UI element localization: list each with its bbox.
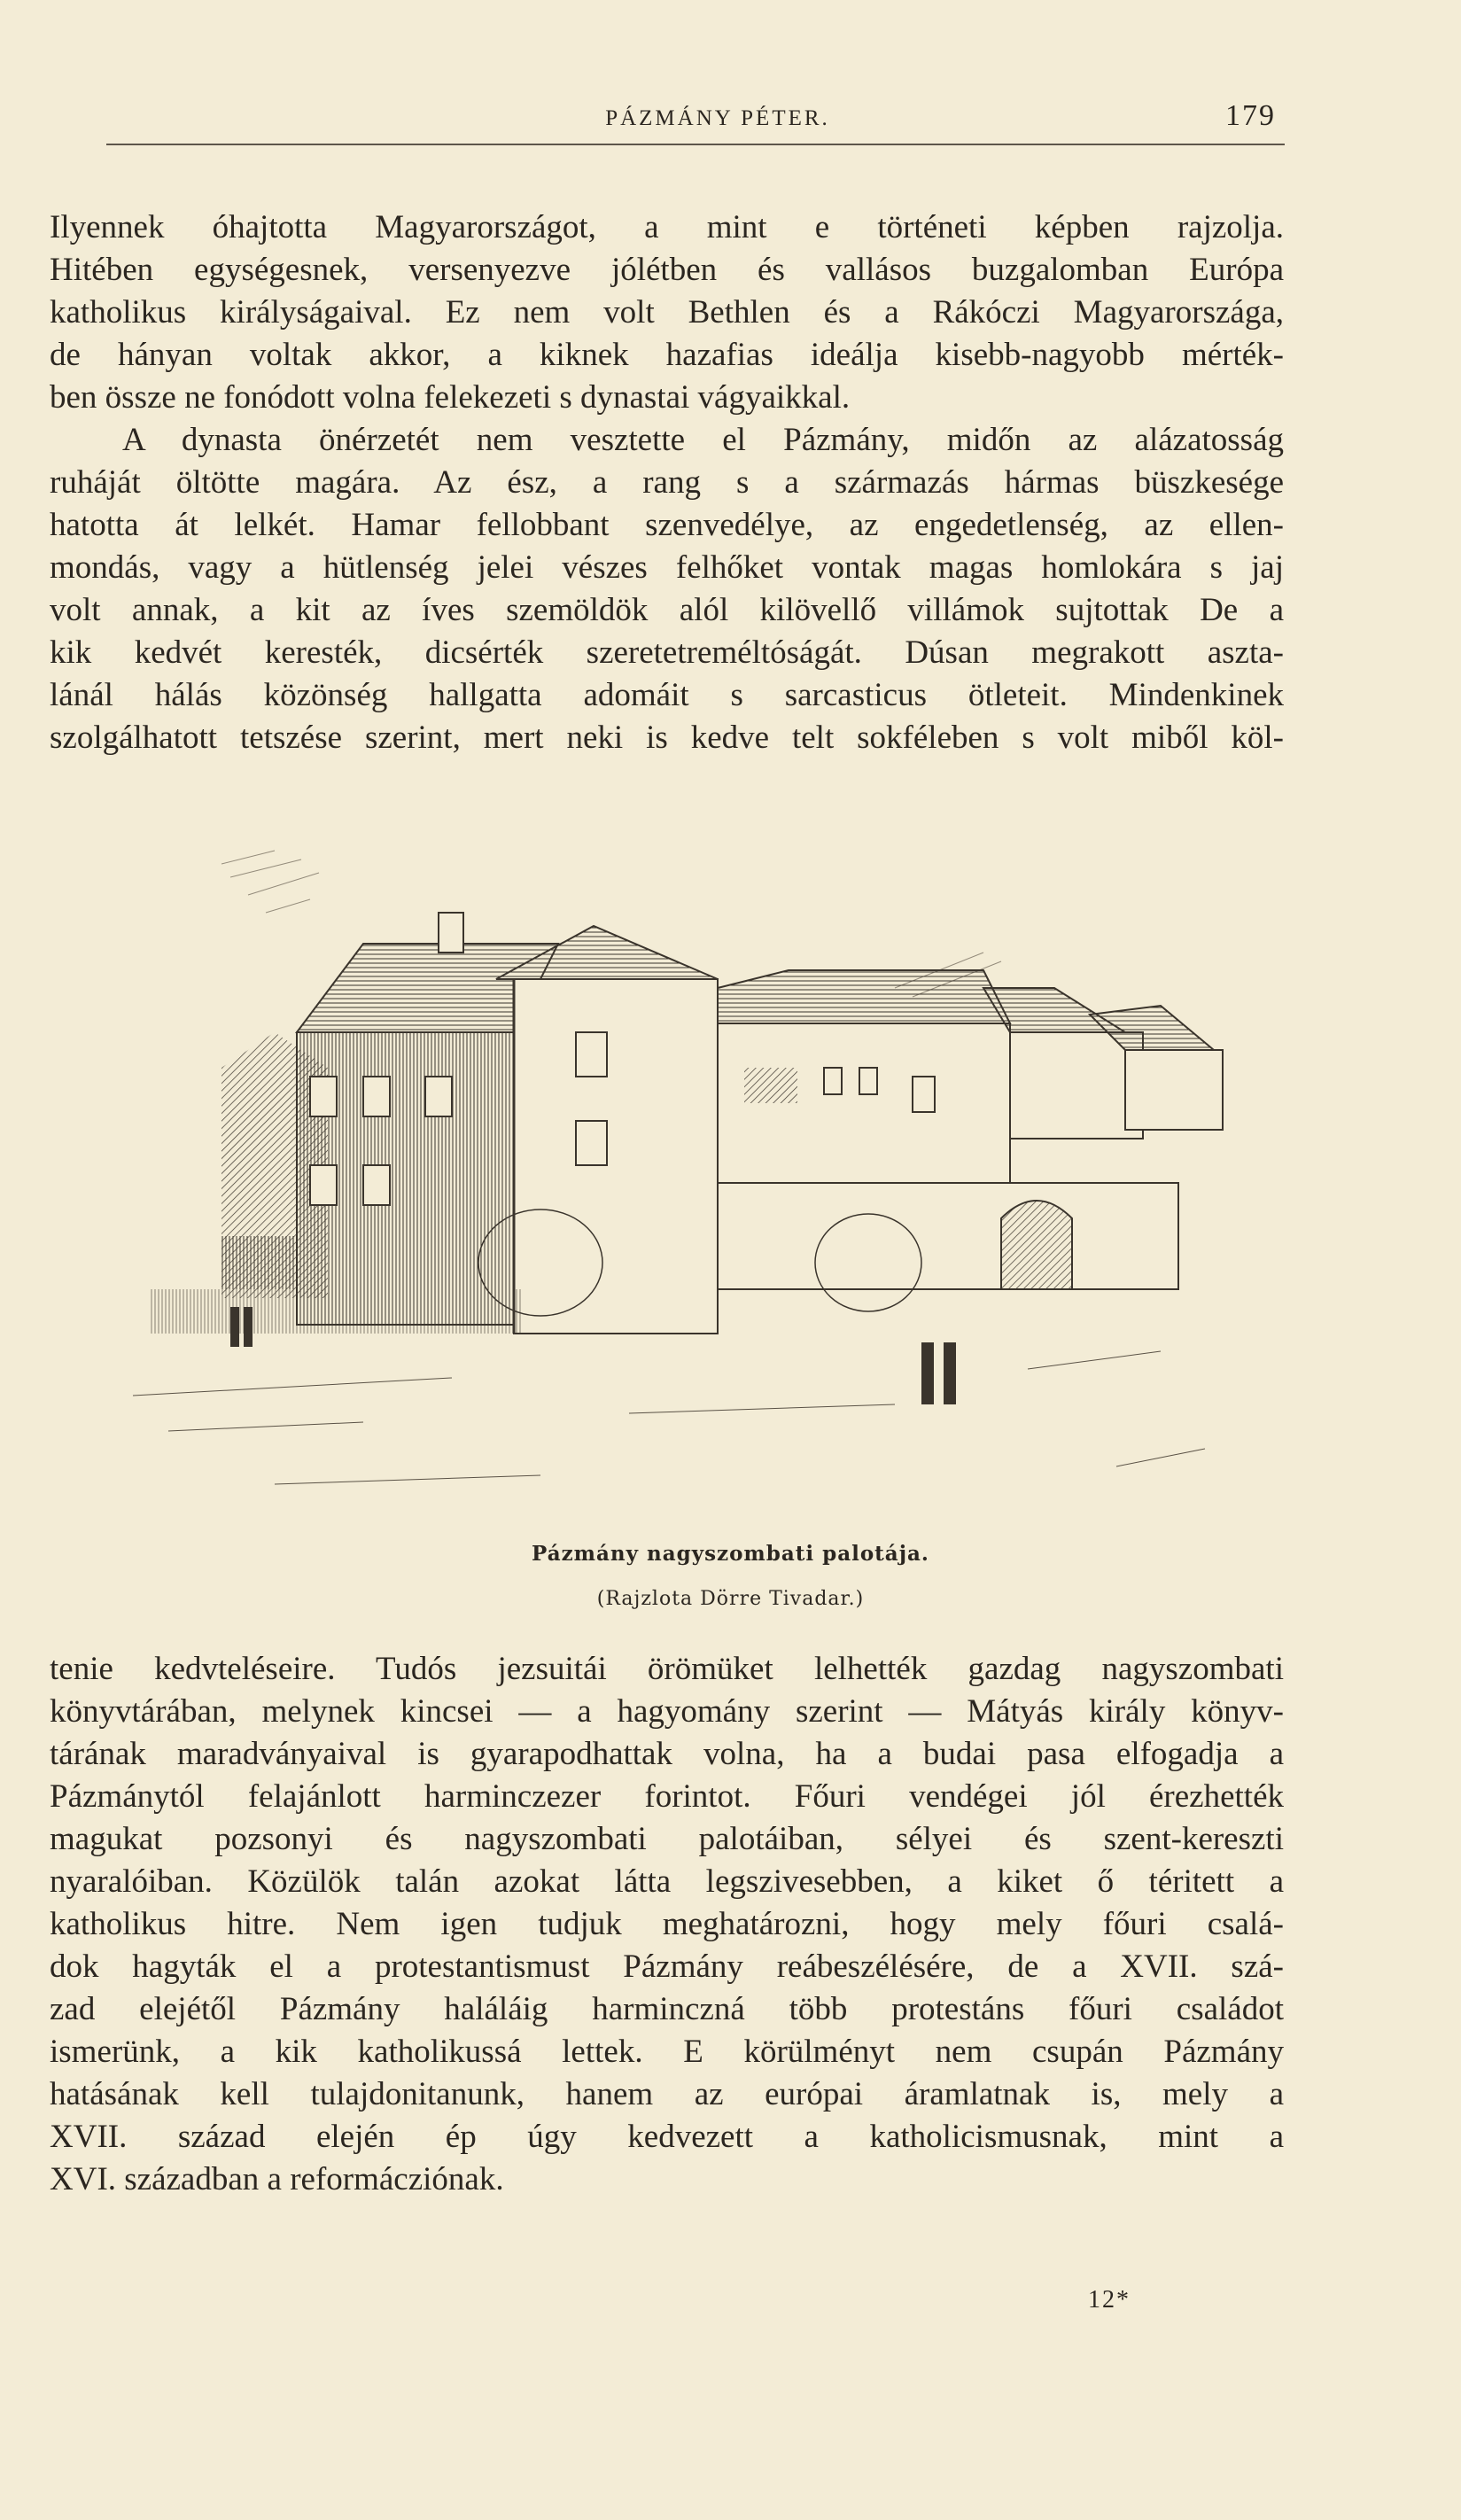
text-line: volt annak, a kit az íves szemöldök alól kilövellő villámok sujtottak De a: [50, 592, 1284, 628]
text-line: tenie kedvteléseire. Tudós jezsuitái örömüket lelhették gazdag nagyszombati: [50, 1651, 1284, 1687]
palace-engraving: [97, 846, 1240, 1537]
text-line: szolgálhatott tetszése szerint, mert neki is kedve telt sokféleben s volt miből köl-: [50, 719, 1284, 756]
signature-mark: 12*: [1088, 2286, 1131, 2314]
text-line: ismerünk, a kik katholikussá lettek. E körülményt nem csupán Pázmány: [50, 2034, 1284, 2070]
text-line: de hányan voltak akkor, a kiknek hazafias ideálja kisebb-nagyobb mérték-: [50, 337, 1284, 373]
paragraph-bottom: [50, 1650, 1284, 2203]
text-line: katholikus hitre. Nem igen tudjuk meghatározni, hogy mely főuri csalá-: [50, 1906, 1284, 1942]
header-rule: [106, 144, 1285, 145]
text-line: katholikus királyságaival. Ez nem volt Bethlen és a Rákóczi Magyarországa,: [50, 294, 1284, 331]
text-line: A dynasta önérzetét nem vesztette el Pázmány, midőn az alázatosság: [122, 422, 1284, 458]
running-head-title: PÁZMÁNY PÉTER.: [605, 106, 830, 130]
text-line: XVII. század elején ép úgy kedvezett a katholicismusnak, mint a: [50, 2119, 1284, 2155]
page-number: 179: [1225, 99, 1276, 132]
figure-caption: Pázmány nagyszombati palotája.: [532, 1542, 929, 1566]
text-line: magukat pozsonyi és nagyszombati palotáiban, sélyei és szent-kereszti: [50, 1821, 1284, 1857]
text-line: hatásának kell tulajdonitanunk, hanem az európai áramlatnak is, mely a: [50, 2076, 1284, 2112]
text-line: dok hagyták el a protestantismust Pázmány reábeszélésére, de a XVII. szá-: [50, 1948, 1284, 1985]
text-line: Hitében egységesnek, versenyezve jólétben és vallásos buzgalomban Európa: [50, 252, 1284, 288]
text-line: kik kedvét keresték, dicsérték szeretetreméltóságát. Dúsan megrakott aszta-: [50, 634, 1284, 671]
text-line: Pázmánytól felajánlott harminczezer forintot. Főuri vendégei jól érezhették: [50, 1778, 1284, 1815]
running-head: [142, 99, 1294, 142]
text-line: ben össze ne fonódott volna felekezeti s dynastai vágyaikkal.: [50, 379, 851, 416]
paragraph-top: [50, 208, 1284, 761]
text-line: mondás, vagy a hütlenség jelei vészes felhőket vontak magas homlokára s jaj: [50, 549, 1284, 586]
text-line: zad elejétől Pázmány haláláig harminczná több protestáns főuri családot: [50, 1991, 1284, 2027]
text-line: nyaralóiban. Közülök talán azokat látta legszivesebben, a kiket ő téritett a: [50, 1863, 1284, 1900]
text-line: hatotta át lelkét. Hamar fellobbant szenvedélye, az engedetlenség, az ellen-: [50, 507, 1284, 543]
figure-credit: (Rajzlota Dörre Tivadar.): [596, 1588, 865, 1610]
text-line: lánál hálás közönség hallgatta adomáit s sarcasticus ötleteit. Mindenkinek: [50, 677, 1284, 713]
text-line: tárának maradványaival is gyarapodhattak volna, ha a budai pasa elfogadja a: [50, 1736, 1284, 1772]
text-line: ruháját öltötte magára. Az ész, a rang s a származás hármas büszkesége: [50, 464, 1284, 501]
text-line: Ilyennek óhajtotta Magyarországot, a mint e történeti képben rajzolja.: [50, 209, 1284, 245]
text-line: XVI. században a reformácziónak.: [50, 2161, 504, 2197]
text-line: könyvtárában, melynek kincsei — a hagyomány szerint — Mátyás király könyv-: [50, 1693, 1284, 1730]
